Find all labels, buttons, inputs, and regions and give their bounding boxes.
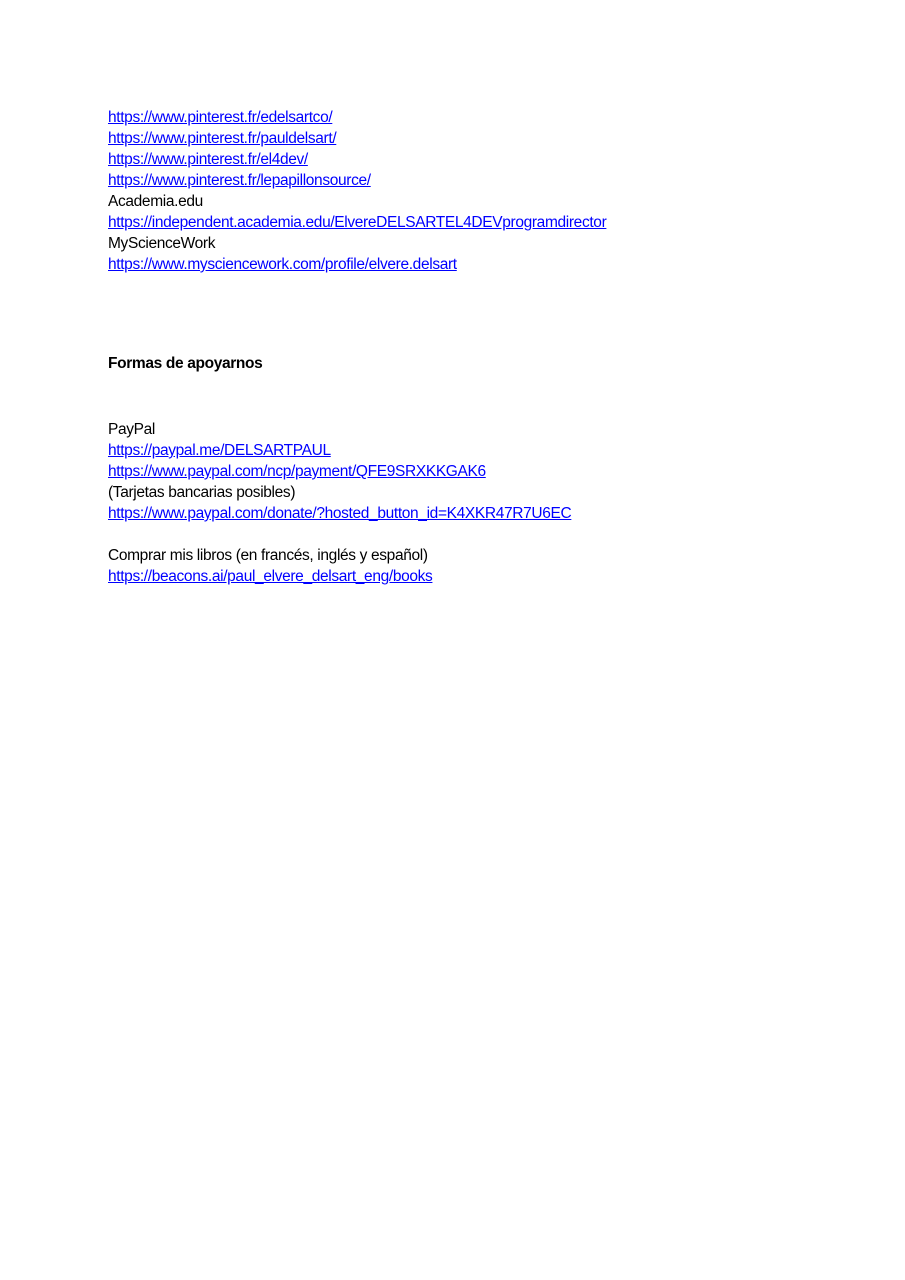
academia-link[interactable]: https://independent.academia.edu/ElvereDELSARTEL4DEVprogramdirector	[108, 214, 607, 231]
paypal-label: PayPal	[108, 421, 156, 438]
page-content	[108, 107, 868, 587]
pinterest-link-el4dev[interactable]: https://www.pinterest.fr/el4dev/	[108, 151, 308, 168]
books-label: Comprar mis libros (en francés, inglés y español)	[108, 547, 428, 564]
academia-label: Academia.edu	[108, 193, 203, 210]
books-link[interactable]: https://beacons.ai/paul_elvere_delsart_eng/books	[108, 568, 433, 585]
pinterest-link-lepapillonsource[interactable]: https://www.pinterest.fr/lepapillonsource/	[108, 172, 371, 189]
paypal-donate-link[interactable]: https://www.paypal.com/donate/?hosted_button_id=K4XKR47R7U6EC	[108, 505, 572, 522]
mysciencework-label: MyScienceWork	[108, 235, 216, 252]
paypal-payment-link[interactable]: https://www.paypal.com/ncp/payment/QFE9SRXKKGAK6	[108, 463, 486, 480]
paypal-me-link[interactable]: https://paypal.me/DELSARTPAUL	[108, 442, 331, 459]
spacer	[108, 374, 868, 419]
pinterest-link-edelsartco[interactable]: https://www.pinterest.fr/edelsartco/	[108, 109, 333, 126]
mysciencework-link[interactable]: https://www.mysciencework.com/profile/elvere.delsart	[108, 256, 457, 273]
cards-note: (Tarjetas bancarias posibles)	[108, 484, 296, 501]
support-heading: Formas de apoyarnos	[108, 355, 263, 372]
spacer	[108, 275, 868, 353]
pinterest-link-pauldelsart[interactable]: https://www.pinterest.fr/pauldelsart/	[108, 130, 337, 147]
spacer	[108, 524, 868, 545]
